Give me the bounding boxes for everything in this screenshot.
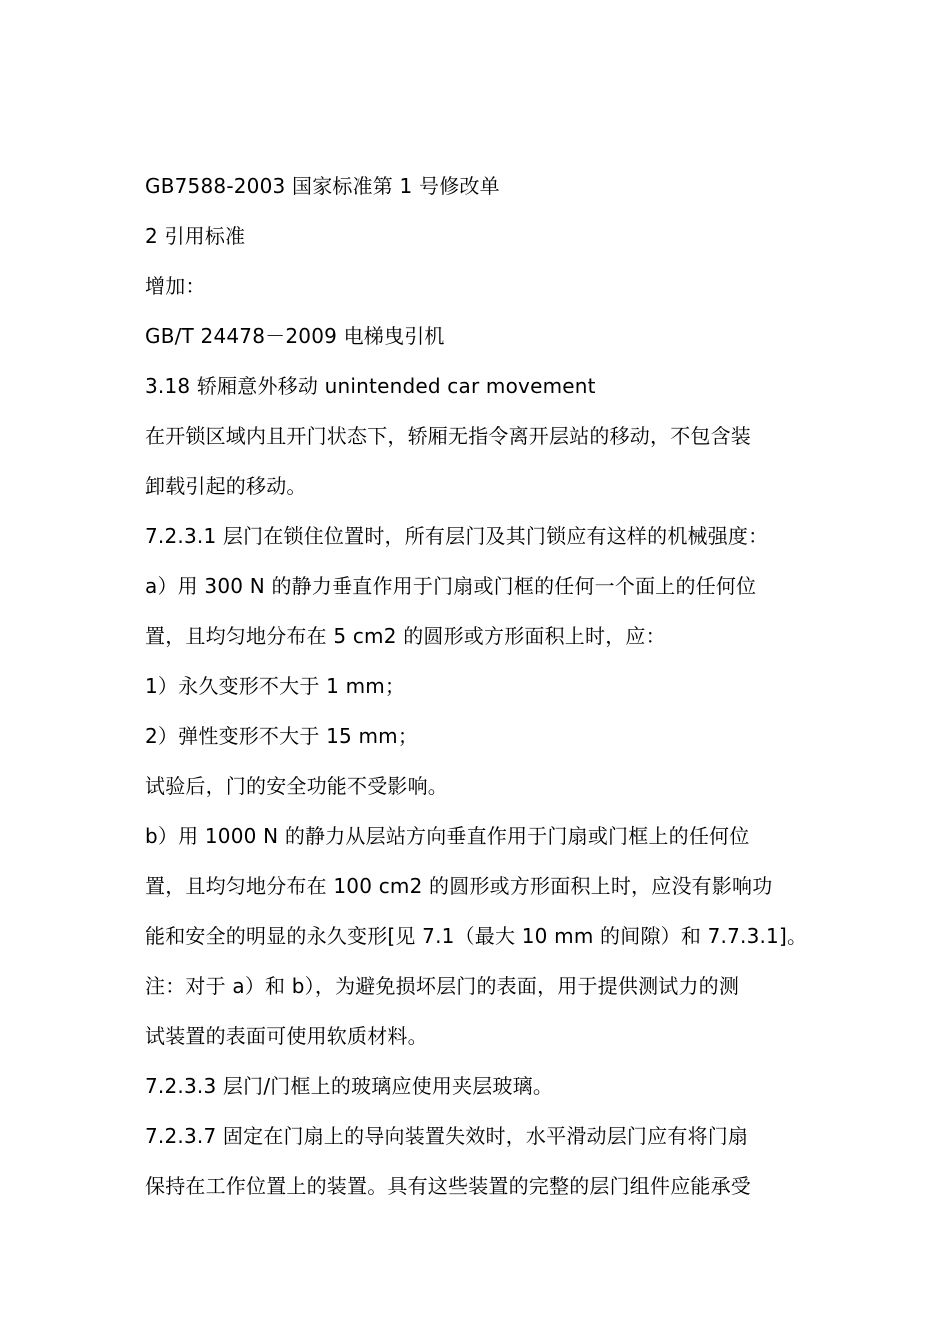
document-title: GB7588-2003 国家标准第 1 号修改单 <box>145 174 500 198</box>
text-line: 1）永久变形不大于 1 mm； <box>145 674 406 698</box>
text-line: 2）弹性变形不大于 15 mm； <box>145 724 419 748</box>
text-line: 在开锁区域内且开门状态下，轿厢无指令离开层站的移动，不包含装 <box>145 424 751 448</box>
definition-heading: 3.18 轿厢意外移动 unintended car movement <box>145 374 596 398</box>
note-line: 试装置的表面可使用软质材料。 <box>145 1024 428 1048</box>
note-line: 注：对于 a）和 b），为避免损坏层门的表面，用于提供测试力的测 <box>145 974 740 998</box>
text-line: 卸载引起的移动。 <box>145 474 307 498</box>
clause-heading: 7.2.3.7 固定在门扇上的导向装置失效时，水平滑动层门应有将门扇 <box>145 1124 749 1148</box>
text-line: 能和安全的明显的永久变形[见 7.1（最大 10 mm 的间隙）和 7.7.3.1]。 <box>145 924 808 948</box>
text-line: 置，且均匀地分布在 5 cm2 的圆形或方形面积上时，应： <box>145 624 666 648</box>
text-line: b）用 1000 N 的静力从层站方向垂直作用于门扇或门框上的任何位 <box>145 824 750 848</box>
section-heading: 2 引用标准 <box>145 224 246 248</box>
text-line: 保持在工作位置上的装置。具有这些装置的完整的层门组件应能承受 <box>145 1174 751 1198</box>
text-line: 增加： <box>145 274 206 298</box>
text-line: a）用 300 N 的静力垂直作用于门扇或门框的任何一个面上的任何位 <box>145 574 757 598</box>
text-line: GB/T 24478－2009 电梯曳引机 <box>145 324 445 348</box>
text-line: 置，且均匀地分布在 100 cm2 的圆形或方形面积上时，应没有影响功 <box>145 874 773 898</box>
text-line: 试验后，门的安全功能不受影响。 <box>145 774 448 798</box>
clause-heading: 7.2.3.1 层门在锁住位置时，所有层门及其门锁应有这样的机械强度： <box>145 524 769 548</box>
clause-heading: 7.2.3.3 层门/门框上的玻璃应使用夹层玻璃。 <box>145 1074 554 1098</box>
